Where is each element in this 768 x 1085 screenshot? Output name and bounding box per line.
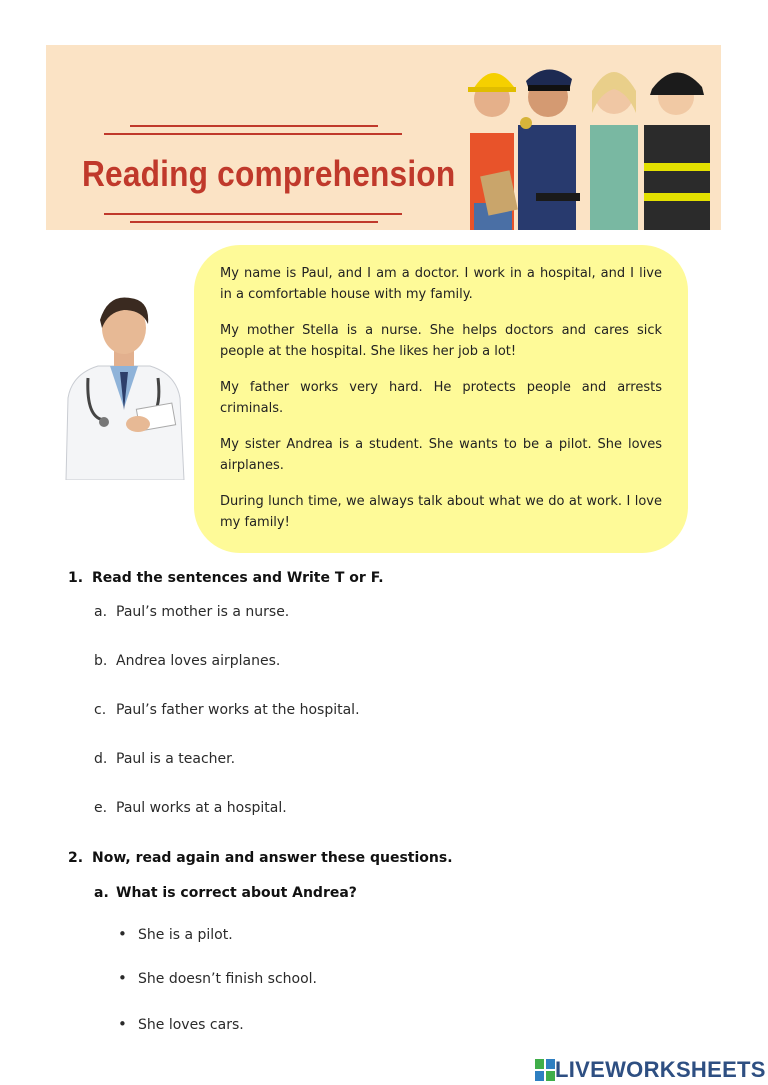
true-false-item-d	[94, 751, 235, 767]
option-text: She is a pilot.	[138, 927, 233, 943]
item-label: c.	[94, 702, 107, 718]
title-rule-top-long	[104, 133, 402, 135]
story-text-box	[194, 245, 688, 553]
builder-kid-icon	[468, 73, 518, 230]
exercise-instruction: Read the sentences and Write T or F.	[92, 570, 384, 586]
nurse-kid-icon	[590, 72, 638, 230]
item-text: Paul’s mother is a nurse.	[116, 604, 290, 620]
logo-text: LIVEWORKSHEETS	[555, 1057, 766, 1082]
page-title: Reading comprehension	[82, 153, 456, 194]
answer-option[interactable]	[118, 1015, 244, 1033]
story-paragraph: During lunch time, we always talk about what we do at work. I love my family!	[220, 494, 662, 530]
answer-option[interactable]	[118, 925, 233, 943]
item-label: d.	[94, 751, 108, 767]
item-label: b.	[94, 653, 108, 669]
title-rule-bottom-long	[104, 213, 402, 215]
exercise-1-heading	[68, 570, 384, 586]
liveworksheets-logo-icon	[535, 1059, 555, 1081]
option-text: She doesn’t finish school.	[138, 971, 317, 987]
item-label: a.	[94, 885, 109, 901]
police-kid-icon	[518, 69, 580, 230]
item-text: Andrea loves airplanes.	[116, 653, 281, 669]
answer-option[interactable]	[118, 969, 317, 987]
true-false-item-b	[94, 653, 280, 669]
true-false-item-e	[94, 800, 287, 816]
exercise-number: 1.	[68, 570, 84, 586]
story-paragraph: My father works very hard. He protects people and arrests criminals.	[220, 380, 662, 416]
question-a	[94, 885, 357, 901]
story-paragraph: My mother Stella is a nurse. She helps doctors and cares sick people at the hospital. She likes her job a lot!	[220, 323, 662, 359]
bullet-icon: •	[118, 969, 127, 987]
story-paragraph: My name is Paul, and I am a doctor. I work in a hospital, and I live in a comfortable house with my family.	[220, 266, 662, 302]
firefighter-kid-icon	[644, 72, 710, 230]
question-text: What is correct about Andrea?	[116, 885, 357, 901]
title-rule-top-short	[130, 125, 378, 127]
bullet-icon: •	[118, 925, 127, 943]
item-text: Paul works at a hospital.	[116, 800, 287, 816]
item-label: a.	[94, 604, 108, 620]
story-paragraph: My sister Andrea is a student. She wants to be a pilot. She loves airplanes.	[220, 437, 662, 473]
liveworksheets-logo	[535, 1057, 766, 1083]
option-text: She loves cars.	[138, 1017, 244, 1033]
true-false-item-c	[94, 702, 360, 718]
exercise-instruction: Now, read again and answer these questions.	[92, 850, 453, 866]
exercise-number: 2.	[68, 850, 84, 866]
item-label: e.	[94, 800, 108, 816]
title-rule-bottom-short	[130, 221, 378, 223]
true-false-item-a	[94, 604, 289, 620]
item-text: Paul’s father works at the hospital.	[116, 702, 360, 718]
exercise-2-heading	[68, 850, 453, 866]
doctor-illustration	[58, 288, 193, 480]
item-text: Paul is a teacher.	[116, 751, 236, 767]
professions-kids-illustration	[464, 53, 718, 230]
bullet-icon: •	[118, 1015, 127, 1033]
header-banner	[46, 45, 721, 230]
